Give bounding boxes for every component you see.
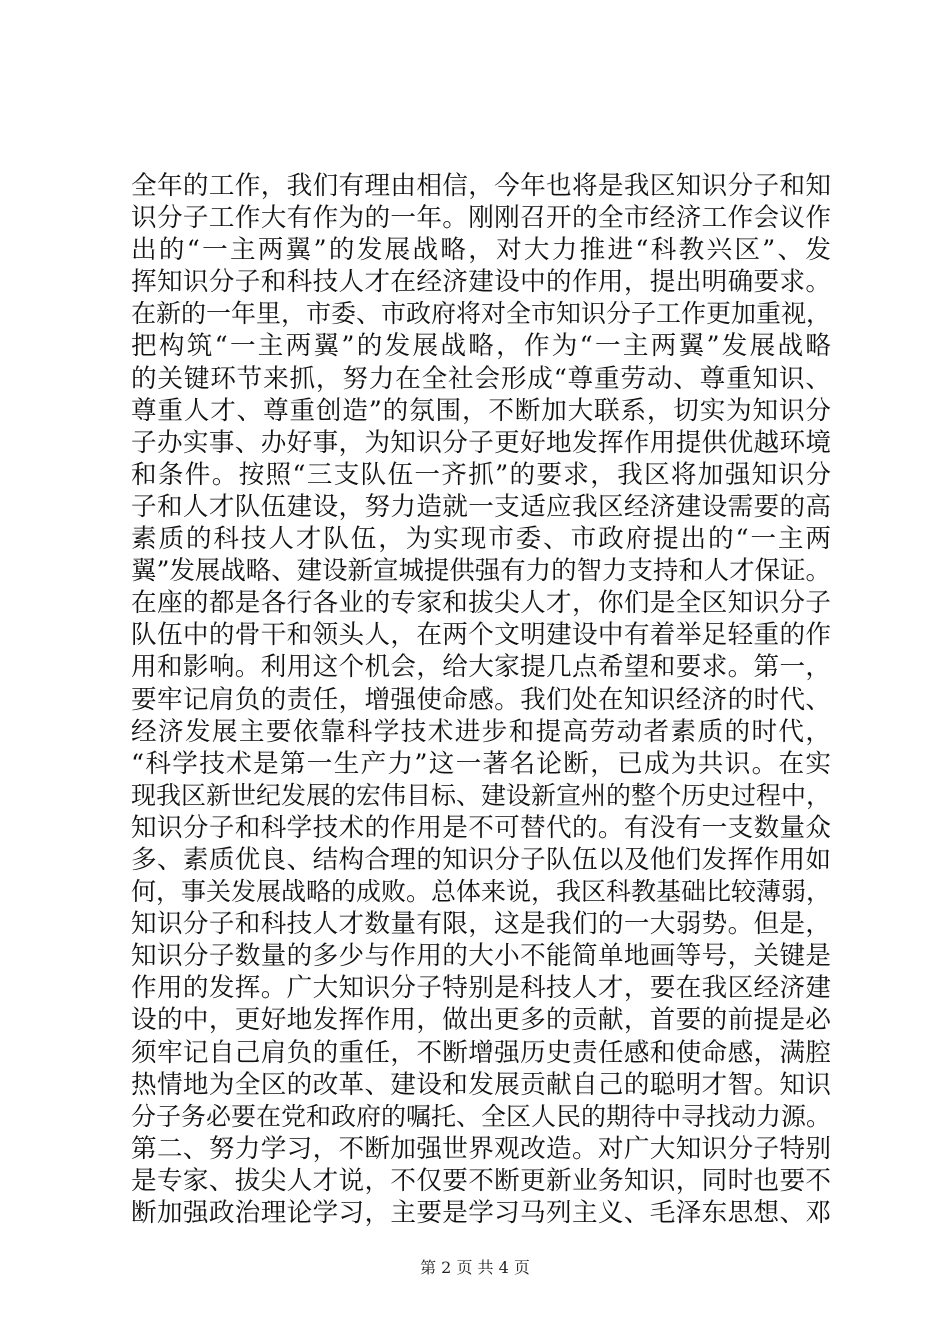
text-line: 经济发展主要依靠科学技术进步和提高劳动者素质的时代， [131, 716, 831, 747]
text-line: 是专家、拔尖人才说，不仅要不断更新业务知识，同时也要不 [131, 1165, 831, 1196]
text-line: 挥知识分子和科技人才在经济建设中的作用，提出明确要求。 [131, 267, 831, 298]
text-line: 作用的发挥。广大知识分子特别是科技人才，要在我区经济建 [131, 973, 831, 1004]
text-line: 队伍中的骨干和领头人，在两个文明建设中有着举足轻重的作 [131, 620, 831, 651]
text-line: 用和影响。利用这个机会，给大家提几点希望和要求。第一， [131, 652, 831, 683]
text-line: 分子务必要在党和政府的嘱托、全区人民的期待中寻找动力源。 [131, 1101, 832, 1131]
text-line: 出的“一主两翼”的发展战略，对大力推进“科教兴区”、发 [131, 235, 831, 266]
text-line: 须牢记自己肩负的重任，不断增强历史责任感和使命感，满腔 [131, 1037, 831, 1068]
text-line: 和条件。按照“三支队伍一齐抓”的要求，我区将加强知识分 [131, 459, 831, 490]
body-text [131, 170, 831, 1229]
text-line: 在新的一年里，市委、市政府将对全市知识分子工作更加重视， [131, 299, 832, 329]
text-line: 多、素质优良、结构合理的知识分子队伍以及他们发挥作用如 [131, 844, 831, 875]
text-line: 断加强政治理论学习，主要是学习马列主义、毛泽东思想、邓 [131, 1198, 831, 1228]
text-line: 子和人才队伍建设，努力造就一支适应我区经济建设需要的高 [131, 491, 831, 522]
text-line: 何，事关发展战略的成败。总体来说，我区科教基础比较薄弱， [131, 877, 832, 907]
text-line: 在座的都是各行各业的专家和拔尖人才，你们是全区知识分子 [131, 588, 831, 619]
text-line: 设的中，更好地发挥作用，做出更多的贡献，首要的前提是必 [131, 1005, 831, 1036]
text-line: 知识分子数量的多少与作用的大小不能简单地画等号，关键是 [131, 941, 831, 972]
text-line: 第二、努力学习，不断加强世界观改造。对广大知识分子特别 [131, 1133, 831, 1164]
text-line: 全年的工作，我们有理由相信，今年也将是我区知识分子和知 [131, 171, 831, 201]
text-line: “科学技术是第一生产力”这一著名论断，已成为共识。在实 [131, 748, 831, 779]
text-line: 的关键环节来抓，努力在全社会形成“尊重劳动、尊重知识、 [131, 363, 831, 394]
text-line: 识分子工作大有作为的一年。刚刚召开的全市经济工作会议作 [131, 203, 831, 234]
text-line: 尊重人才、尊重创造”的氛围，不断加大联系，切实为知识分 [131, 395, 831, 426]
text-line: 素质的科技人才队伍，为实现市委、市政府提出的“一主两 [131, 524, 831, 555]
text-line: 要牢记肩负的责任，增强使命感。我们处在知识经济的时代、 [131, 684, 831, 715]
text-line: 翼”发展战略、建设新宣城提供强有力的智力支持和人才保证。 [131, 556, 831, 587]
text-line: 现我区新世纪发展的宏伟目标、建设新宣州的整个历史过程中， [131, 780, 832, 810]
text-line: 把构筑“一主两翼”的发展战略，作为“一主两翼”发展战略 [131, 331, 831, 362]
text-line: 知识分子和科技人才数量有限，这是我们的一大弱势。但是， [131, 909, 831, 940]
text-line: 热情地为全区的改革、建设和发展贡献自己的聪明才智。知识 [131, 1069, 831, 1100]
text-line: 知识分子和科学技术的作用是不可替代的。有没有一支数量众 [131, 812, 831, 843]
page-number-footer: 第 2 页 共 4 页 [420, 1258, 530, 1277]
text-line: 子办实事、办好事，为知识分子更好地发挥作用提供优越环境 [131, 427, 831, 458]
